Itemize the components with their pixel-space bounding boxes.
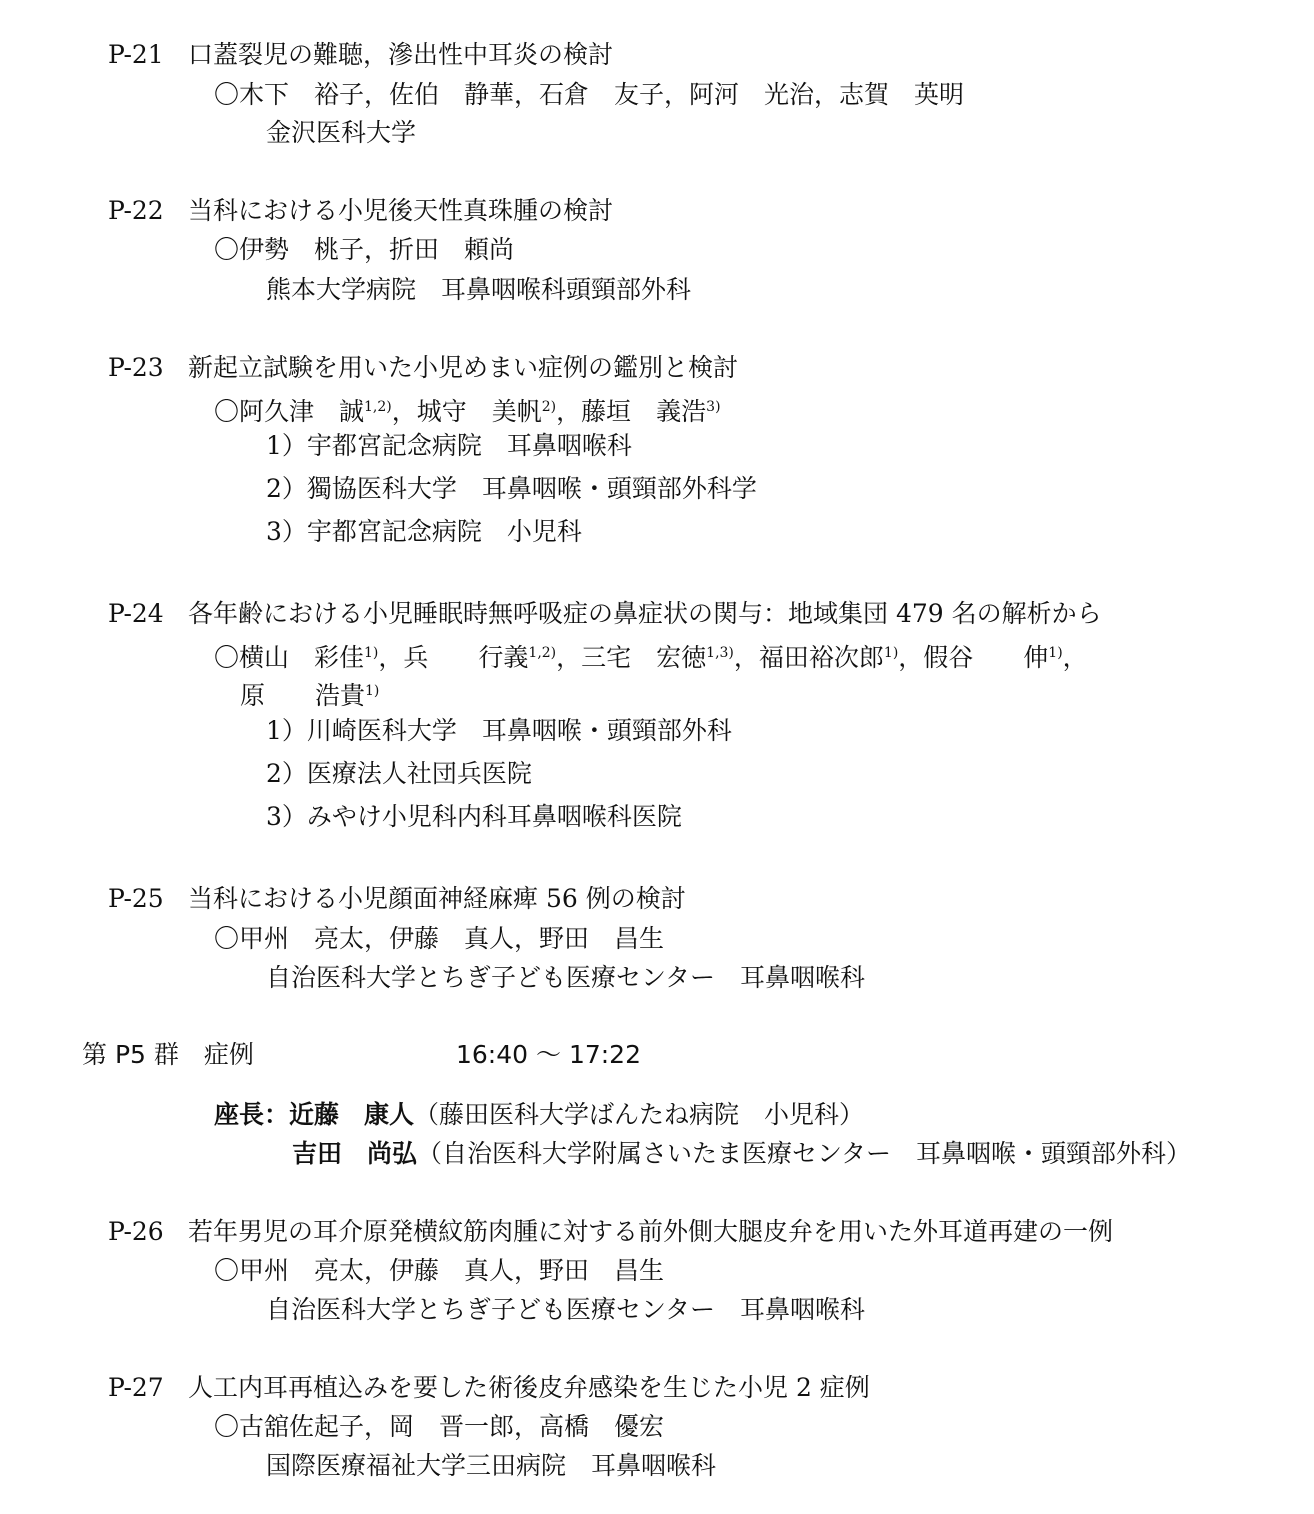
entry-authors-continued [240,674,379,708]
entry-authors: 〇伊勢 桃子，折田 頼尚 [214,235,515,264]
entry-title: 新起立試験を用いた小児めまい症例の鑑別と検討 [188,353,739,382]
entry-authors: 〇木下 裕子，佐伯 静華，石倉 友子，阿河 光治，志賀 英明 [214,80,965,109]
entry-authors: 〇甲州 亮太，伊藤 真人，野田 昌生 [214,924,665,953]
session-label: 第 P5 群 症例 [82,1040,254,1069]
entry-affiliation: 1）川崎医科大学 耳鼻咽喉・頭頸部外科 [266,716,732,745]
entry-affiliation: 2）獨協医科大学 耳鼻咽喉・頭頸部外科学 [266,474,757,503]
chair-name: 吉田 尚弘 [292,1139,418,1168]
entry-affiliation: 自治医科大学とちぎ子ども医療センター 耳鼻咽喉科 [266,1295,866,1324]
entry-title-line [108,597,1102,631]
separator: ， [1062,643,1088,672]
chair-label: 座長： [214,1100,290,1129]
author: 原 浩貴 [240,681,366,710]
entry-title: 口蓋裂児の難聴，滲出性中耳炎の検討 [188,40,614,69]
chair-name: 近藤 康人 [289,1100,415,1129]
session-time: 16:40 ～ 17:22 [456,1040,641,1069]
author: ，福田裕次郎 [733,643,884,672]
entry-affiliation: 金沢医科大学 [266,118,417,147]
entry-id: P-27 [108,1373,164,1402]
entry-title: 当科における小児後天性真珠腫の検討 [188,196,614,225]
author: 〇横山 彩佳 [214,643,365,672]
entry-title-line [108,882,686,916]
affiliation-marker: 1,2) [528,645,557,661]
entry-id: P-25 [108,884,164,913]
entry-authors [214,636,1088,670]
affiliation-marker: 3) [706,399,721,415]
author: ，城守 美帆 [391,397,542,426]
entry-title: 当科における小児顔面神経麻痺 56 例の検討 [188,884,686,913]
entry-id: P-23 [108,353,164,382]
affiliation-marker: 1) [1048,645,1063,661]
entry-id: P-21 [108,40,164,69]
author: ，三宅 宏徳 [556,643,707,672]
author: ，假谷 伸 [898,643,1049,672]
entry-id: P-24 [108,599,164,628]
entry-title: 人工内耳再植込みを要した術後皮弁感染を生じた小児 2 症例 [188,1373,870,1402]
entry-id: P-26 [108,1217,164,1246]
entry-affiliation: 自治医科大学とちぎ子ども医療センター 耳鼻咽喉科 [266,963,866,992]
affiliation-marker: 1,2) [364,399,392,415]
entry-authors [214,390,721,424]
chair-line [214,1098,864,1132]
entry-title-line [108,1371,870,1405]
entry-affiliation: 3）宇都宮記念病院 小児科 [266,517,582,546]
entry-affiliation: 3）みやけ小児科内科耳鼻咽喉科医院 [266,802,682,831]
affiliation-marker: 1) [365,683,380,699]
affiliation-marker: 1,3) [706,645,734,661]
entry-title-line [108,351,738,385]
entry-authors: 〇古舘佐起子，岡 晋一郎，高橋 優宏 [214,1412,665,1441]
author: ，藤垣 義浩 [556,397,707,426]
entry-title-line [108,1215,1113,1249]
entry-authors: 〇甲州 亮太，伊藤 真人，野田 昌生 [214,1256,665,1285]
entry-title: 各年齢における小児睡眠時無呼吸症の鼻症状の関与：地域集団 479 名の解析から [188,599,1102,628]
entry-affiliation: 2）医療法人社団兵医院 [266,759,532,788]
entry-affiliation: 1）宇都宮記念病院 耳鼻咽喉科 [266,431,632,460]
chair-affiliation: （藤田医科大学ばんたね病院 小児科） [414,1100,865,1129]
entry-affiliation: 熊本大学病院 耳鼻咽喉科頭頸部外科 [266,275,692,304]
entry-title-line [108,38,613,72]
chair-affiliation: （自治医科大学附属さいたま医療センター 耳鼻咽喉・頭頸部外科） [417,1139,1192,1168]
entry-id: P-22 [108,196,164,225]
entry-affiliation: 国際医療福祉大学三田病院 耳鼻咽喉科 [266,1451,717,1480]
author: 〇阿久津 誠 [214,397,365,426]
entry-title: 若年男児の耳介原発横紋筋肉腫に対する前外側大腿皮弁を用いた外耳道再建の一例 [188,1217,1114,1246]
chair-line [292,1137,1191,1171]
author: ，兵 行義 [378,643,529,672]
affiliation-marker: 1) [364,645,379,661]
affiliation-marker: 2) [541,399,557,415]
entry-title-line [108,194,613,228]
affiliation-marker: 1) [883,645,899,661]
